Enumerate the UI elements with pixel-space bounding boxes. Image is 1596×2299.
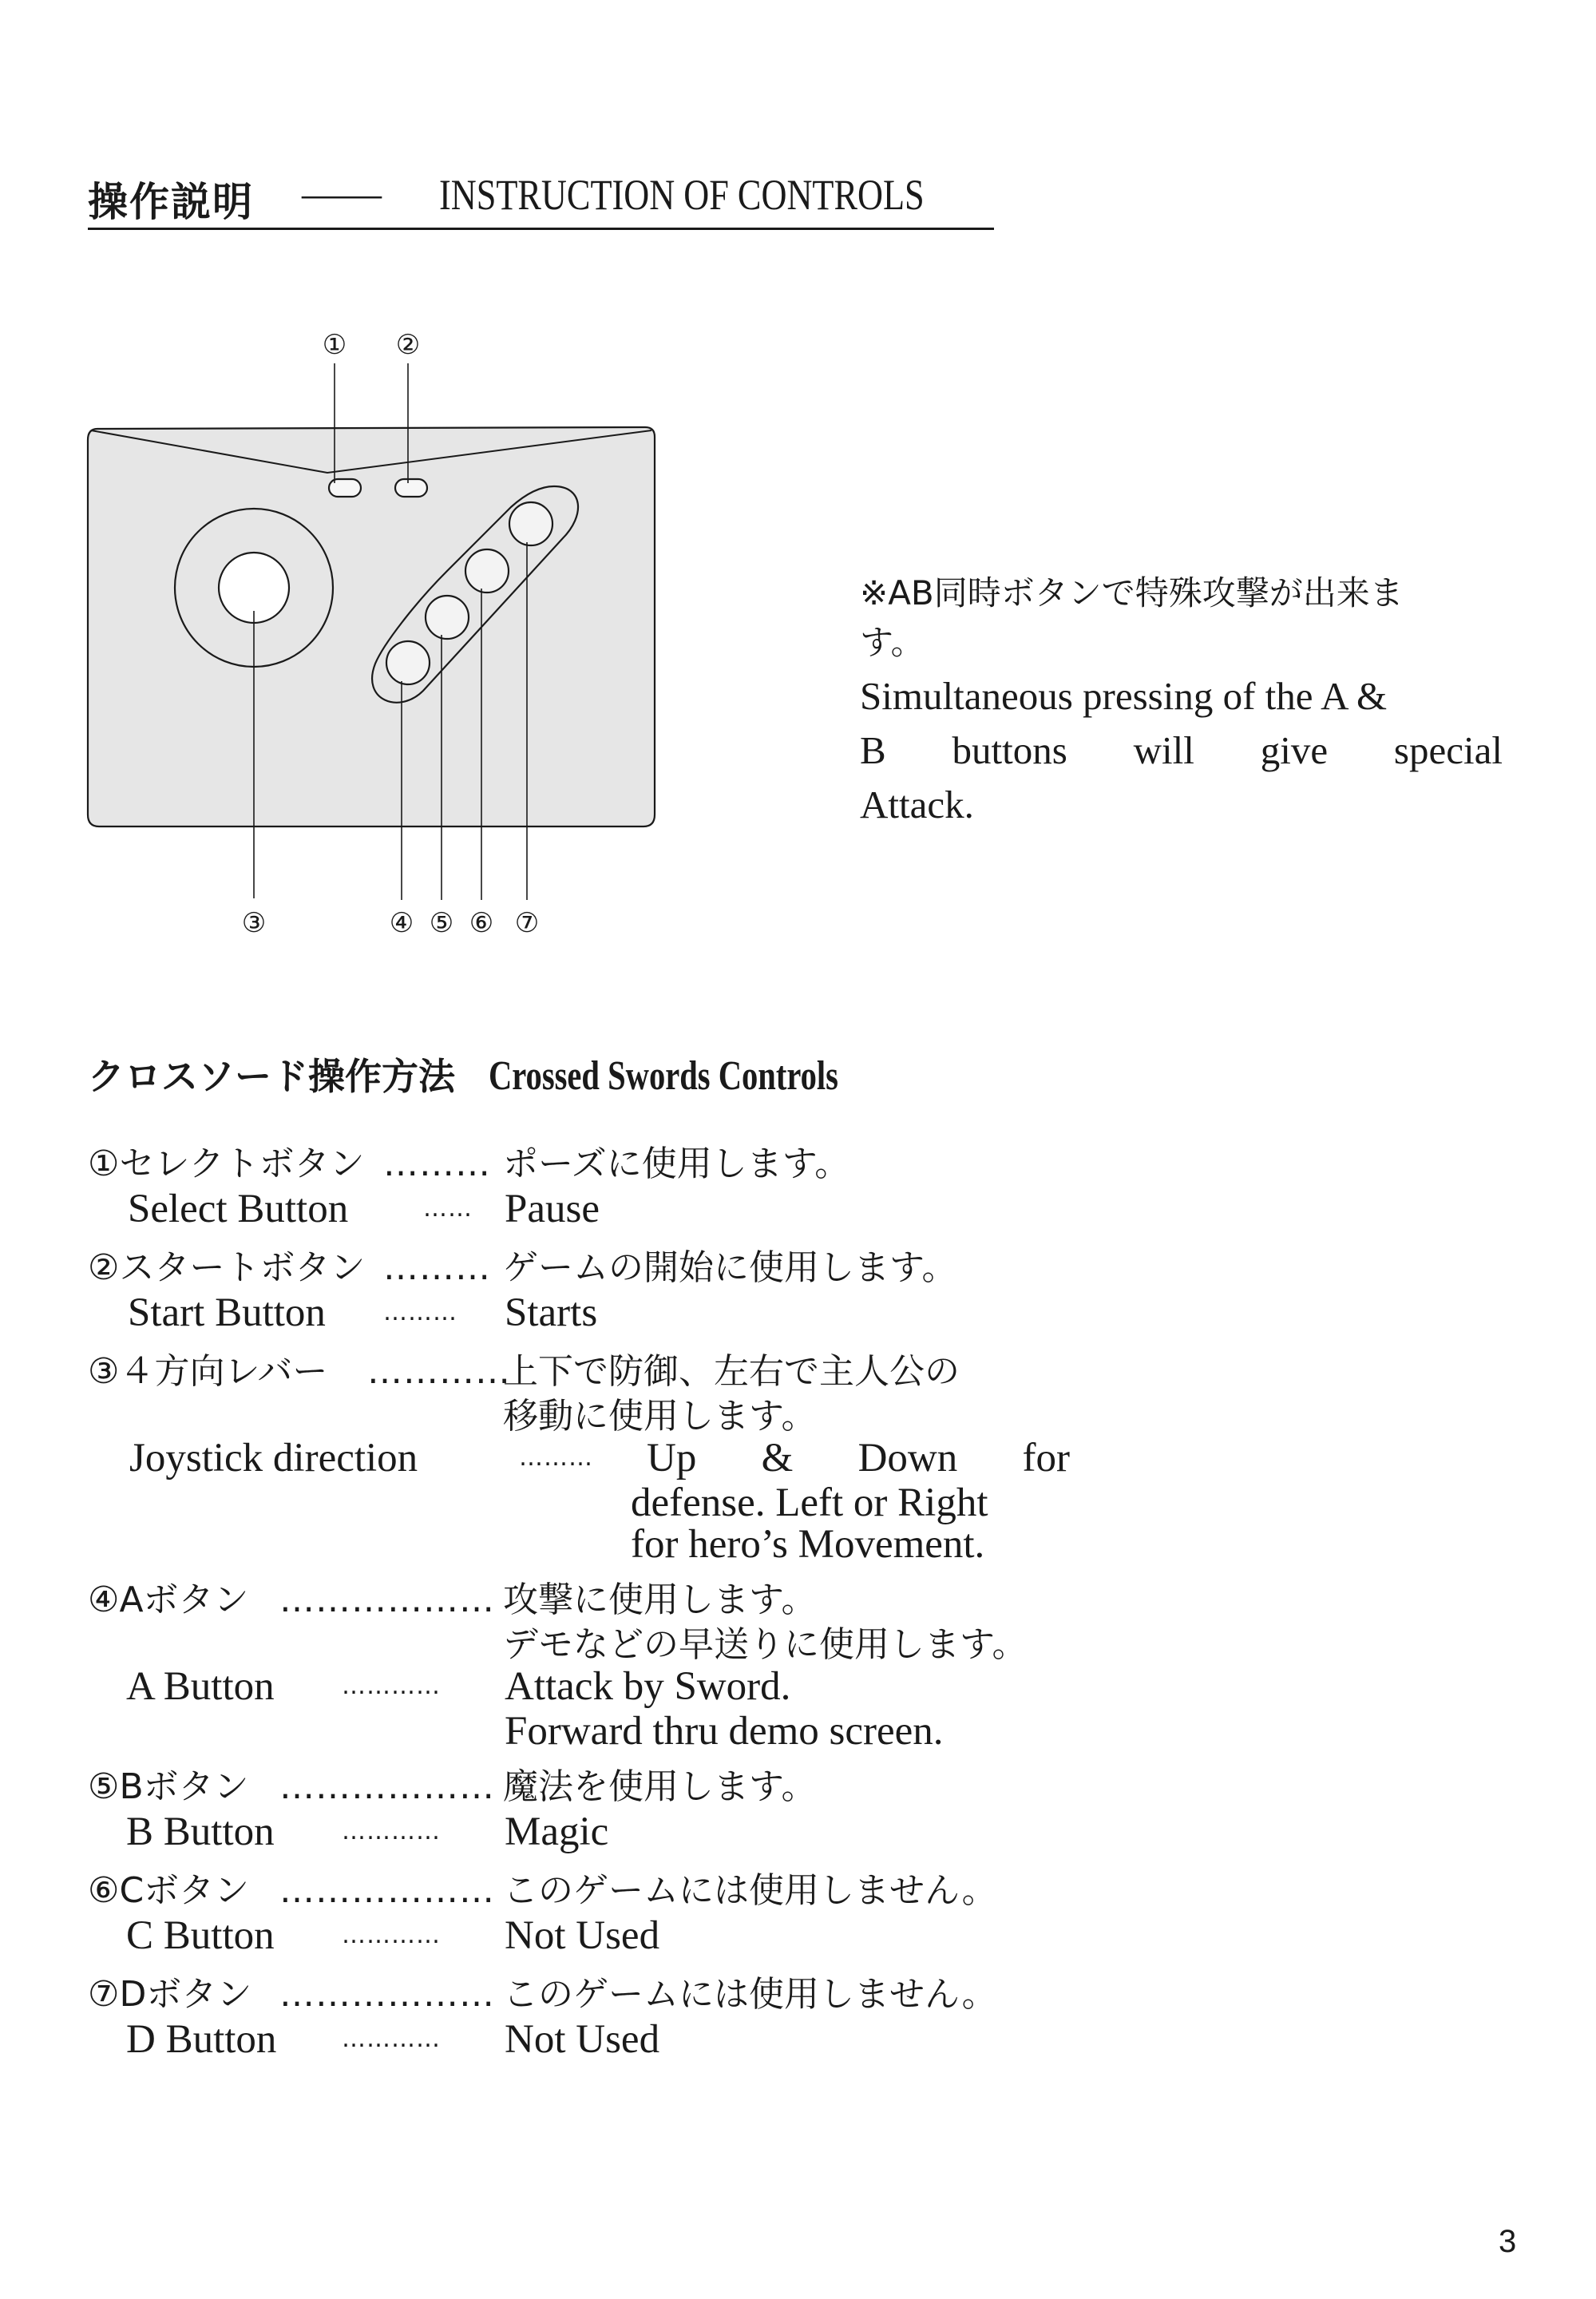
callout-6: ⑥	[469, 907, 494, 939]
callout-3: ③	[241, 907, 267, 939]
control-en-value: Pause	[505, 1187, 600, 1231]
control-en-word: &	[761, 1436, 794, 1480]
leader-dots: ………	[383, 1144, 491, 1184]
note-word: will	[1133, 728, 1194, 772]
section-title	[88, 1048, 937, 1100]
leader-dots: ………………	[279, 1870, 495, 1911]
control-en-value: Magic	[505, 1809, 609, 1854]
section-title-jp: クロスソード操作方法	[88, 1055, 455, 1098]
control-jp-label: ①セレクトボタン	[88, 1144, 365, 1184]
control-en-label: C Button	[126, 1913, 275, 1958]
control-en-value-cont: defense. Left or Right	[631, 1480, 988, 1525]
control-jp-value: 攻撃に使用します。	[503, 1580, 817, 1620]
control-en-value: Attack by Sword.	[505, 1664, 791, 1709]
special-attack-note	[860, 569, 1503, 830]
control-jp-label: ④Aボタン	[88, 1580, 249, 1620]
control-jp-value: ポーズに使用します。	[503, 1144, 850, 1184]
control-item-joystick	[88, 1350, 1126, 1567]
control-jp-label: ⑥Cボタン	[88, 1870, 250, 1911]
control-item-d-button	[88, 1972, 1126, 2062]
control-en-label: A Button	[126, 1664, 275, 1709]
leader-dots: …………	[342, 2025, 441, 2053]
a-button-shape	[386, 641, 430, 684]
control-item-b-button	[88, 1765, 1126, 1854]
leader-dots: …………	[342, 1817, 441, 1845]
control-en-word: Up	[647, 1436, 697, 1480]
leader-dots: …………	[342, 1921, 441, 1949]
note-jp-line1: ※AB同時ボタンで特殊攻撃が出来ま	[860, 573, 1404, 612]
leader-dots: …………	[367, 1351, 511, 1392]
controller-diagram	[80, 315, 671, 954]
callout-5: ⑤	[429, 907, 454, 939]
control-en-label: Start Button	[128, 1290, 326, 1335]
control-jp-label: ②スタートボタン	[88, 1247, 366, 1288]
leader-dots: ………………	[279, 1766, 495, 1807]
control-en-word: Down	[857, 1436, 958, 1480]
control-en-value: Starts	[505, 1290, 598, 1335]
leader-dots: ………………	[279, 1974, 495, 2015]
control-item-select	[88, 1142, 1126, 1231]
note-en-line3: Attack.	[860, 783, 974, 826]
control-jp-value-cont: デモなどの早送りに使用します。	[503, 1624, 1028, 1665]
control-jp-value: このゲームには使用しません。	[503, 1870, 997, 1911]
b-button-shape	[426, 596, 469, 639]
header-title-jp: 操作説明	[88, 179, 254, 225]
control-en-word: for	[1022, 1436, 1070, 1480]
select-button-shape	[329, 479, 361, 497]
control-item-a-button	[88, 1578, 1126, 1754]
header-dash: ——	[302, 171, 382, 216]
control-jp-value: このゲームには使用しません。	[503, 1974, 997, 2015]
leader-dots: ………	[383, 1247, 491, 1288]
control-en-label: D Button	[126, 2017, 277, 2062]
page-number: 3	[1499, 2224, 1517, 2259]
controls-list	[88, 1142, 1126, 2076]
page-header	[88, 164, 994, 230]
control-en-value-cont: for hero’s Movement.	[631, 1522, 985, 1567]
note-en-line1: Simultaneous pressing of the A &	[860, 674, 1388, 718]
controller-body	[88, 427, 655, 826]
control-jp-label: ③４方向レバー	[88, 1351, 328, 1392]
control-jp-value: ゲームの開始に使用します。	[503, 1247, 957, 1288]
control-jp-value-cont: 移動に使用します。	[503, 1396, 817, 1437]
header-title-en: INSTRUCTION OF CONTROLS	[439, 171, 925, 219]
control-en-value-cont: Forward thru demo screen.	[505, 1709, 944, 1754]
note-en-line2	[860, 725, 1503, 776]
leader-dots: ………	[519, 1444, 593, 1472]
control-en-value	[647, 1436, 1070, 1480]
control-jp-value: 魔法を使用します。	[503, 1766, 817, 1807]
callout-2: ②	[395, 329, 421, 361]
note-word: give	[1260, 728, 1329, 772]
note-word: B	[860, 728, 886, 772]
control-item-c-button	[88, 1869, 1126, 1958]
control-en-value: Not Used	[505, 1913, 660, 1958]
control-en-label: Select Button	[128, 1187, 349, 1231]
control-jp-label: ⑦Dボタン	[88, 1974, 252, 2015]
c-button-shape	[465, 549, 509, 593]
note-word: special	[1393, 728, 1503, 772]
callout-7: ⑦	[514, 907, 540, 939]
control-jp-label: ⑤Bボタン	[88, 1766, 249, 1807]
d-button-shape	[509, 502, 552, 545]
control-jp-value: 上下で防御、左右で主人公の	[503, 1351, 960, 1392]
control-en-label: B Button	[126, 1809, 275, 1854]
leader-dots: …………	[342, 1672, 441, 1700]
start-button-shape	[395, 479, 427, 497]
control-en-value: Not Used	[505, 2017, 660, 2062]
control-en-label: Joystick direction	[129, 1436, 418, 1480]
note-word: buttons	[952, 728, 1067, 772]
note-jp-line2: す。	[860, 623, 925, 662]
leader-dots: ………	[383, 1298, 457, 1326]
callout-4: ④	[389, 907, 414, 939]
callout-1: ①	[322, 329, 347, 361]
section-title-en: Crossed Swords Controls	[489, 1053, 838, 1099]
control-item-start	[88, 1246, 1126, 1335]
leader-dots: ………………	[279, 1580, 495, 1620]
leader-dots: ……	[423, 1195, 473, 1223]
